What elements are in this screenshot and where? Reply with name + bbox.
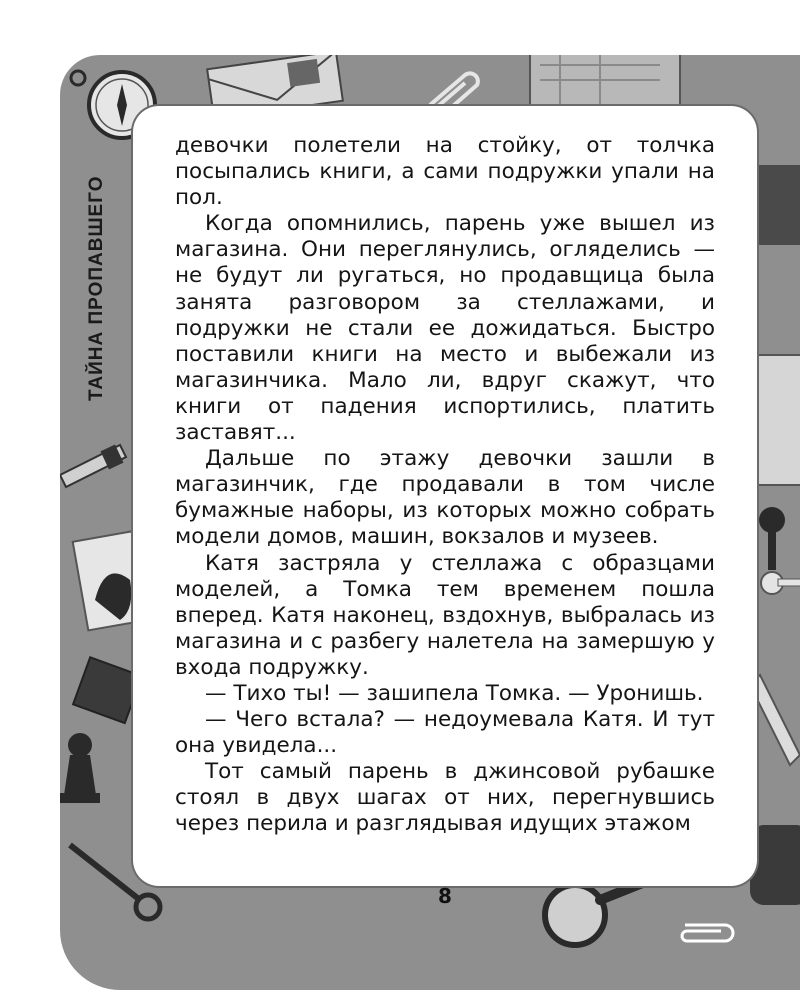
paragraph: Тот самый парень в джинсовой рубашке стоял в двух шагах от них, перегнувшись через перила и разглядывая идущих этажом	[175, 759, 715, 837]
book-spine-title: ТАЙНА ПРОПАВШЕГО	[86, 175, 107, 401]
chess-pawn-icon	[60, 733, 100, 803]
page-body	[175, 133, 715, 838]
paragraph: девочки полетели на стойку, от толчка посыпались книги, а сами подружки упали на пол.	[175, 133, 715, 211]
key-icon	[759, 507, 800, 594]
paragraph: — Чего встала? — недоумевала Катя. И тут она увидела...	[175, 707, 715, 759]
pencil-icon	[750, 675, 800, 765]
paragraph: Когда опомнились, парень уже вышел из магазина. Они переглянулись, огляделись — не будут ли ругаться, но продавщица была занята разговором за стеллажами, и подружки не стали ее дожидаться. Быстро поставили книги на место и выбежали из магазинчика. Мало ли, вдруг скажут, что книги от падения испортились, платить заставят...	[175, 211, 715, 446]
paragraph: Дальше по этажу девочки зашли в магазинчик, где продавали в том числе бумажные наборы, из которых можно собрать модели домов, машин, вокзалов и музеев.	[175, 446, 715, 550]
page-number: 8	[438, 884, 452, 908]
magnifier-icon	[545, 880, 650, 945]
paragraph: — Тихо ты! — зашипела Томка. — Уронишь.	[205, 680, 704, 706]
pen-icon	[60, 445, 126, 487]
notebook-icon	[73, 657, 142, 723]
paragraph: Катя застряла у стеллажа с образцами моделей, а Томка тем временем пошла вперед. Катя наконец, вздохнув, выбралась из магазина и с разбегу налетела на замершую у входа подружку.	[175, 550, 715, 680]
